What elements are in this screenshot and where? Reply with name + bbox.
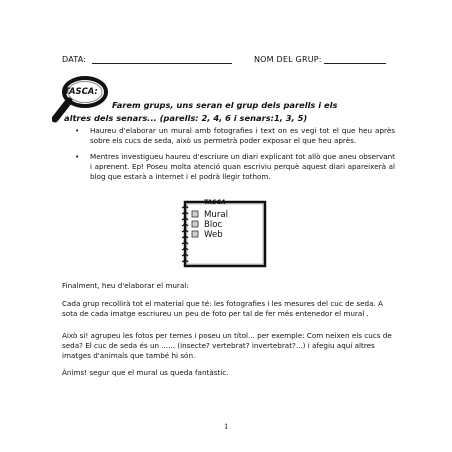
notebook-item-web: Web [204, 230, 223, 240]
bullet-text: Mentres investigueu haureu d'escriure un diari explicant tot allò que aneu observant i aprenent. Ep! Poseu molta atenció quan escriviu perquè aquest diari apareixerà al blog que estarà a internet i el podrà llegir tothom. [90, 152, 395, 181]
paragraph-material: Cada grup recollirà tot el material que té: les fotografies i les mesures del cuc de seda. A sota de cada imatge escriureu un peu de foto per tal de fer més entenedor el mural . [62, 299, 383, 318]
notebook-item-bloc: Bloc [204, 220, 223, 230]
bullet-dot-icon: • [75, 152, 80, 161]
group-label: NOM DEL GRUP: [254, 55, 322, 64]
task-line-2: altres dels senars... (parells: 2, 4, 6 i senars:1, 3, 5) [64, 113, 308, 123]
bullet-item [75, 126, 395, 146]
notebook-illustration [180, 199, 270, 269]
paragraph-encouragement: Ànims! segur que el mural us queda fantàstic. [62, 368, 229, 377]
bullet-list [75, 126, 395, 188]
task-line-1: Farem grups, uns seran el grup dels parells i els [112, 100, 338, 110]
bullet-item [75, 152, 395, 182]
page-number: 1 [224, 423, 229, 431]
bullet-dot-icon: • [75, 126, 80, 135]
date-label: DATA: [62, 55, 87, 64]
date-blank-line [92, 63, 232, 64]
group-blank-line [324, 63, 386, 64]
bullet-text: Haureu d'elaborar un mural amb fotografies i text on es vegi tot el que heu après sobre els cucs de seda, això us permetrà poder exposar el que heu après. [90, 126, 395, 145]
notebook-title: TASCA [204, 199, 226, 206]
task-badge: TASCA: [64, 86, 98, 96]
paragraph-titles: Això si! agrupeu les fotos per temes i poseu un títol... per exemple: Com neixen els cucs de seda? El cuc de seda és un ...... (insecte? vertebrat? invertebrat?...) i afegiu aquí altres imatges d'animals que també hi són. [62, 331, 392, 360]
notebook-item-mural: Mural [204, 210, 229, 220]
paragraph-intro: Finalment, heu d'elaborar el mural: [62, 281, 189, 290]
